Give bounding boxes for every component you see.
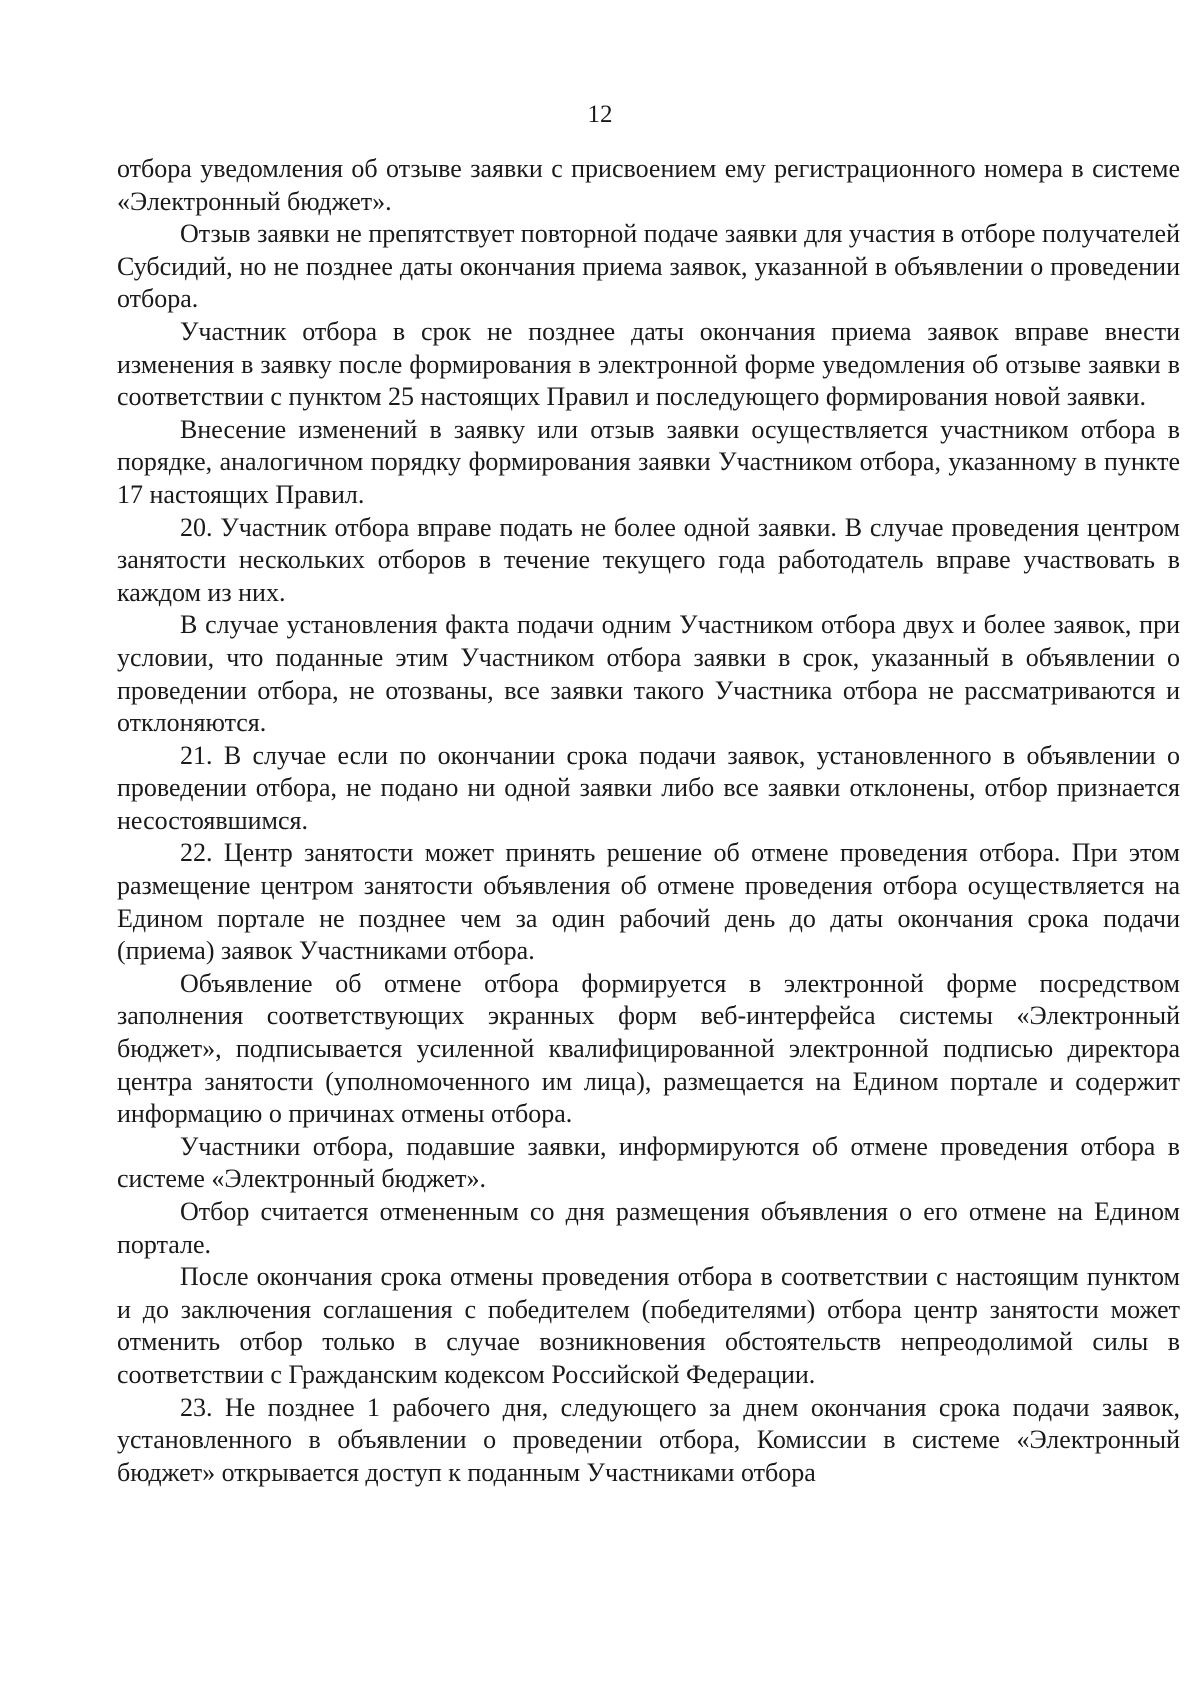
paragraph-clause-22: 22. Центр занятости может принять решение об отмене проведения отбора. При этом размещение центром занятости объявления об отмене проведения отбора осуществляется на Едином портале не позднее чем за один рабочий день до даты окончания срока подачи (приема) заявок Участниками отбора. bbox=[117, 838, 1180, 966]
paragraph-clause-23: 23. Не позднее 1 рабочего дня, следующего за днем окончания срока подачи заявок, установленного в объявлении о проведении отбора, Комиссии в системе «Электронный бюджет» открывается доступ к поданным Участниками отбора bbox=[117, 1392, 1180, 1487]
paragraph-changes-procedure: Внесение изменений в заявку или отзыв заявки осуществляется участником отбора в порядке, аналогичном порядку формирования заявки Участником отбора, указанному в пункте 17 настоящих Правил. bbox=[117, 414, 1180, 509]
paragraph-clause-21: 21. В случае если по окончании срока подачи заявок, установленного в объявлении о проведении отбора, не подано ни одной заявки либо все заявки отклонены, отбор признается несостоявшимся. bbox=[117, 740, 1180, 835]
paragraph-force-majeure: После окончания срока отмены проведения отбора в соответствии с настоящим пунктом и до заключения соглашения с победителем (победителями) отбора центр занятости может отменить отбор только в случае возникновения обстоятельств непреодолимой силы в соответствии с Гражданским кодексом Российской Федерации. bbox=[117, 1262, 1180, 1389]
page-number: 12 bbox=[587, 101, 613, 128]
paragraph-continuation: отбора уведомления об отзыве заявки с присвоением ему регистрационного номера в системе «Электронный бюджет». bbox=[117, 154, 1180, 216]
paragraph-cancellation-effective: Отбор считается отмененным со дня размещения объявления о его отмене на Едином портале. bbox=[117, 1197, 1180, 1259]
paragraph-clause-20: 20. Участник отбора вправе подать не более одной заявки. В случае проведения центром занятости нескольких отборов в течение текущего года работодатель вправе участвовать в каждом из них. bbox=[117, 512, 1180, 607]
paragraph-application-changes: Участник отбора в срок не позднее даты окончания приема заявок вправе внести изменения в заявку после формирования в электронной форме уведомления об отзыве заявки в соответствии с пунктом 25 настоящих Правил и последующего формирования новой заявки. bbox=[117, 316, 1180, 412]
paragraph-participants-informed: Участники отбора, подавшие заявки, информируются об отмене проведения отбора в системе «Электронный бюджет». bbox=[117, 1131, 1180, 1194]
document-body bbox=[117, 153, 1180, 1489]
paragraph-cancellation-notice: Объявление об отмене отбора формируется в электронной форме посредством заполнения соответствующих экранных форм веб-интерфейса системы «Электронный бюджет», подписывается усиленной квалифицированной электронной подписью директора центра занятости (уполномоченного им лица), размещается на Едином портале и содержит информацию о причинах отмены отбора. bbox=[117, 968, 1180, 1129]
paragraph-withdrawal-resubmission: Отзыв заявки не препятствует повторной подаче заявки для участия в отборе получателей Субсидий, но не позднее даты окончания приема заявок, указанной в объявлении о проведении отбора. bbox=[117, 219, 1180, 314]
paragraph-multiple-applications: В случае установления факта подачи одним Участником отбора двух и более заявок, при условии, что поданные этим Участником отбора заявки в срок, указанный в объявлении о проведении отбора, не отозваны, все заявки такого Участника отбора не рассматриваются и отклоняются. bbox=[117, 610, 1180, 738]
